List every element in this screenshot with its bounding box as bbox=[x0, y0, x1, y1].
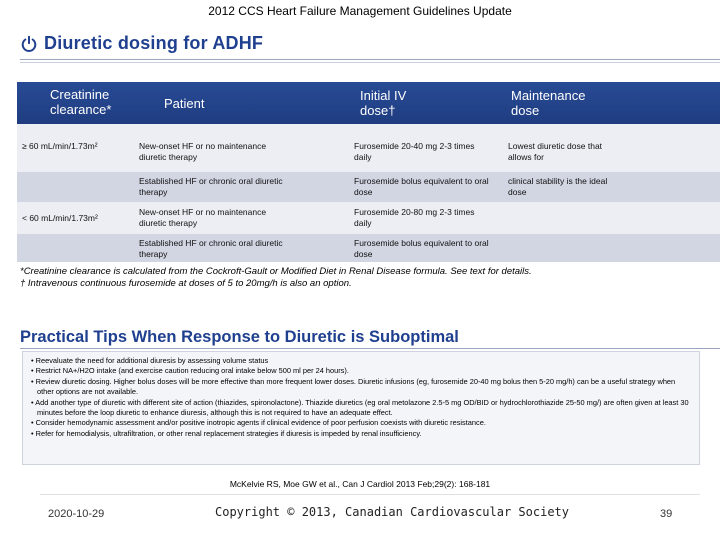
cell-initial-dose: Furosemide bolus equivalent to oral dose bbox=[354, 238, 489, 259]
heading-divider-secondary bbox=[20, 62, 720, 63]
dosing-table bbox=[17, 82, 720, 262]
footer-copyright: Copyright © 2013, Canadian Cardiovascular Society bbox=[215, 505, 570, 519]
list-item: • Review diuretic dosing. Higher bolus doses will be more effective than more frequent lower doses. Diuretic infusions (eg, furosemide 20-40 mg bolus then 5-20 mg/h) can be a useful strategy when other options are not available. bbox=[31, 377, 693, 398]
cell-clearance: < 60 mL/min/1.73m² bbox=[22, 213, 98, 223]
list-item: • Add another type of diuretic with different site of action (thiazides, spironolactone). Thiazide diuretics (eg oral metolazone 2.5-5 mg OD/BID or hydrochlorothiazide 25-50 mg/) are often given at least 30 minutes before the loop diuretic to enhance diuresis, although this is not required to have an adequate effect. bbox=[31, 398, 693, 419]
list-item: • Restrict NA+/H2O intake (and exercise caution reducing oral intake below 500 ml per 24 hours). bbox=[31, 366, 693, 376]
table-footnotes bbox=[20, 266, 720, 290]
cell-patient: Established HF or chronic oral diuretic therapy bbox=[139, 238, 283, 259]
cell-patient: New-onset HF or no maintenance diuretic therapy bbox=[139, 141, 267, 162]
cell-clearance: ≥ 60 mL/min/1.73m² bbox=[22, 141, 98, 151]
page-number: 39 bbox=[660, 508, 673, 520]
presentation-title: 2012 CCS Heart Failure Management Guidelines Update bbox=[208, 4, 512, 18]
header-initial-dose: Initial IV dose† bbox=[360, 88, 407, 118]
table-row bbox=[17, 172, 720, 202]
power-icon bbox=[20, 35, 38, 53]
tips-panel bbox=[22, 351, 700, 465]
cell-initial-dose: Furosemide 20-80 mg 2-3 times daily bbox=[354, 207, 475, 228]
cell-maintenance-dose: clinical stability is the ideal dose bbox=[508, 176, 608, 197]
cell-initial-dose: Furosemide 20-40 mg 2-3 times daily bbox=[354, 141, 475, 162]
table-row bbox=[17, 124, 720, 172]
list-item: • Refer for hemodialysis, ultrafiltration, or other renal replacement strategies if diuresis is impeded by renal insufficiency. bbox=[31, 429, 693, 439]
cell-initial-dose: Furosemide bolus equivalent to oral dose bbox=[354, 176, 489, 197]
slide-heading bbox=[20, 33, 263, 54]
cell-patient: Established HF or chronic oral diuretic therapy bbox=[139, 176, 283, 197]
citation: McKelvie RS, Moe GW et al., Can J Cardiol 2013 Feb;29(2): 168-181 bbox=[229, 479, 491, 489]
tips-list bbox=[31, 356, 693, 439]
table-header bbox=[17, 82, 720, 124]
list-item: • Reevaluate the need for additional diuresis by assessing volume status bbox=[31, 356, 693, 366]
tips-section-title: Practical Tips When Response to Diuretic is Suboptimal bbox=[20, 328, 459, 346]
header-patient: Patient bbox=[164, 96, 205, 111]
slide-title: Diuretic dosing for ADHF bbox=[44, 33, 264, 53]
header-creatinine: Creatinine clearance* bbox=[50, 87, 112, 117]
footnote-creatinine: *Creatinine clearance is calculated from the Cockroft-Gault or Modified Diet in Renal Disease formula. See text for details. bbox=[20, 266, 532, 277]
table-row bbox=[17, 234, 720, 262]
footer-divider bbox=[40, 494, 700, 495]
heading-divider bbox=[20, 59, 720, 60]
cell-patient: New-onset HF or no maintenance diuretic therapy bbox=[139, 207, 267, 228]
footnote-infusion: † Intravenous continuous furosemide at doses of 5 to 20mg/h is also an option. bbox=[20, 278, 352, 289]
cell-maintenance-dose: Lowest diuretic dose that allows for bbox=[508, 141, 603, 162]
list-item: • Consider hemodynamic assessment and/or positive inotropic agents if clinical evidence of poor perfusion coexists with diuretic resistance. bbox=[31, 418, 693, 428]
header-maintenance-dose: Maintenance dose bbox=[511, 88, 586, 118]
footer-date: 2020-10-29 bbox=[48, 508, 105, 520]
table-row bbox=[17, 202, 720, 234]
tips-section-divider bbox=[20, 348, 720, 349]
